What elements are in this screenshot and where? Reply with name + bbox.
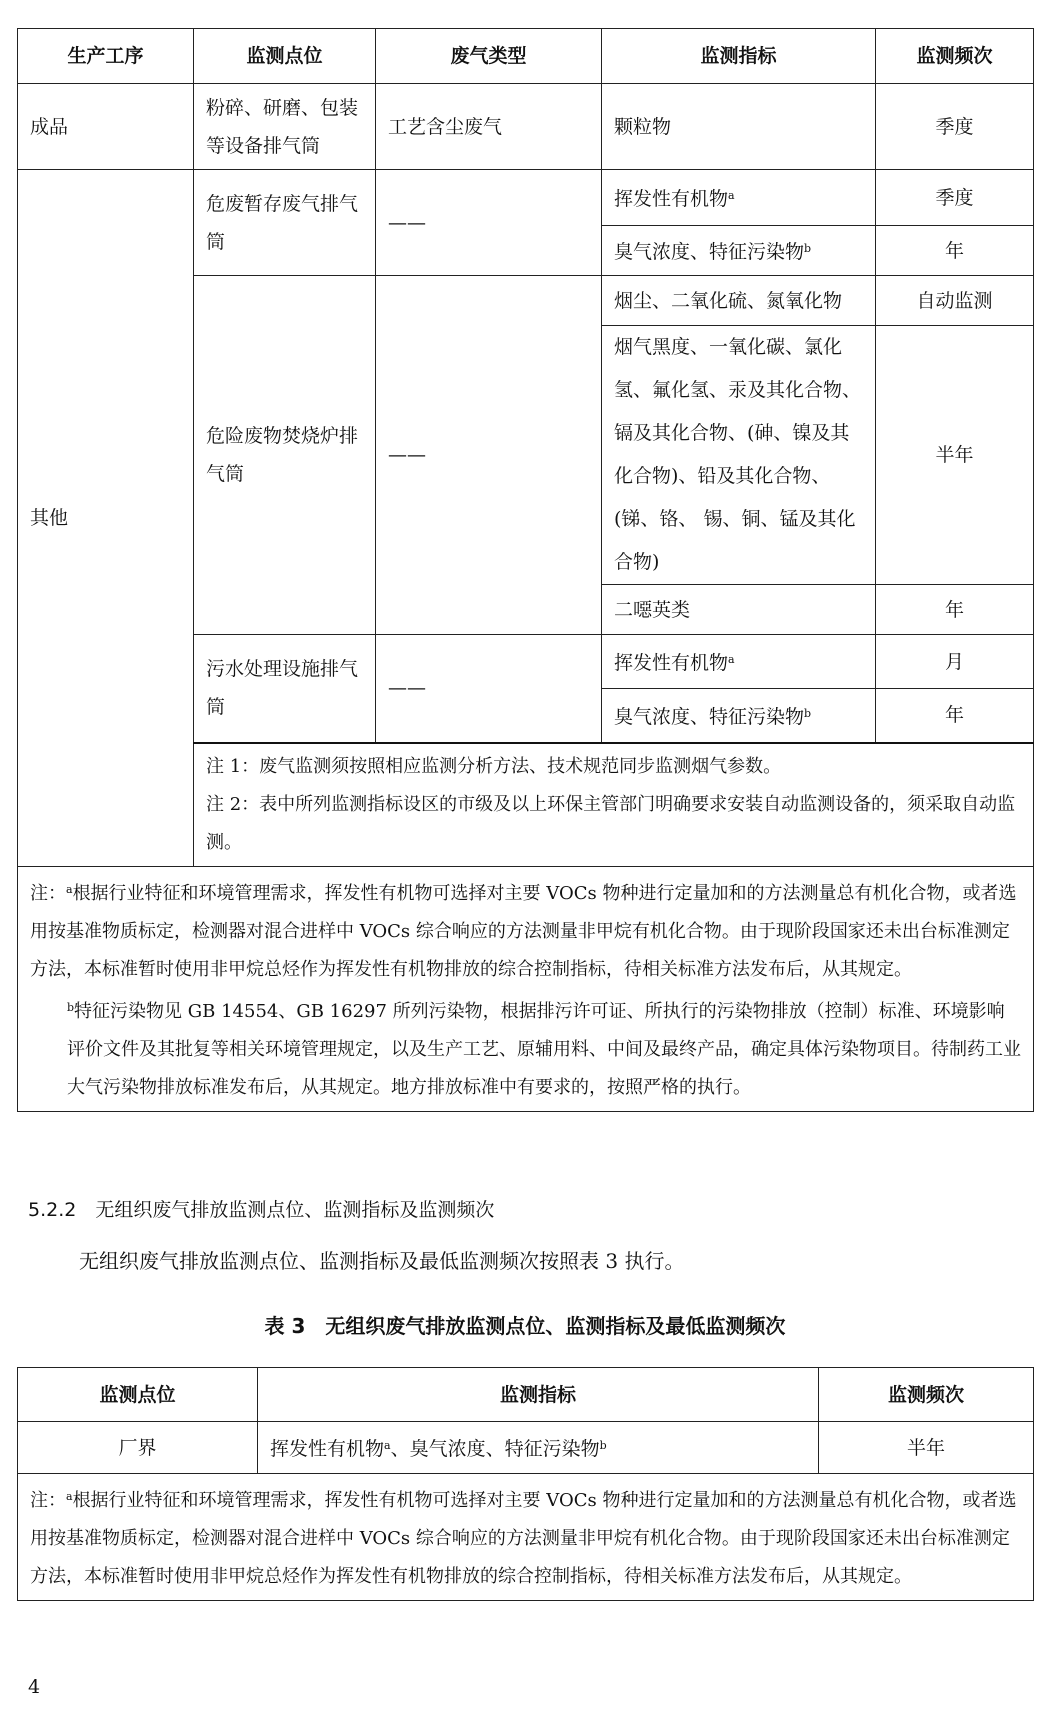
table-footnotes (18, 866, 1034, 1111)
cell-point: 厂界 (18, 1422, 258, 1474)
footnote-mark: b (804, 242, 812, 255)
cell-indicator: 二噁英类 (602, 585, 876, 635)
table-2 (17, 28, 1034, 1112)
cell-frequency: 年 (876, 226, 1034, 276)
table-row (18, 1422, 1034, 1474)
note-1: 注 1：废气监测须按照相应监测分析方法、技术规范同步监测烟气参数。 (206, 755, 782, 777)
cell-process-other: 其他 (18, 170, 194, 867)
indicator-text: 挥发性有机物 (614, 652, 729, 674)
cell-frequency: 半年 (876, 326, 1034, 585)
cell-indicator (602, 635, 876, 689)
body-paragraph: 无组织废气排放监测点位、监测指标及最低监测频次按照表 3 执行。 (79, 1249, 685, 1273)
cell-indicator (602, 170, 876, 226)
header-point: 监测点位 (18, 1368, 258, 1422)
cell-gas-type: 工艺含尘废气 (376, 84, 602, 170)
cell-point: 污水处理设施排气筒 (194, 635, 376, 743)
footnote-mark: b (804, 706, 812, 720)
note-row (18, 866, 1034, 1111)
note-prefix: 注： (30, 1490, 66, 1511)
cell-frequency: 半年 (819, 1422, 1034, 1474)
header-gas-type: 废气类型 (376, 29, 602, 84)
table-footnotes (18, 1474, 1034, 1601)
table-header-row (18, 1368, 1034, 1422)
footnote-mark: a (66, 882, 73, 896)
cell-frequency: 年 (876, 585, 1034, 635)
cell-indicator (602, 226, 876, 276)
table-header-row (18, 29, 1034, 84)
header-frequency: 监测频次 (819, 1368, 1034, 1422)
footnote-mark: b (599, 1439, 607, 1452)
note-prefix: 注： (30, 882, 66, 904)
note-row (18, 1474, 1034, 1601)
cell-indicator: 烟尘、二氧化硫、氮氧化物 (602, 276, 876, 326)
footnote-mark: a (384, 1439, 391, 1452)
table-notes (194, 743, 1034, 867)
cell-gas-type: —— (376, 276, 602, 635)
indicator-text: 臭气浓度、特征污染物 (614, 241, 805, 263)
footnote-text: 根据行业特征和环境管理需求，挥发性有机物可选择对主要 VOCs 物种进行定量加和的方法测量总有机化合物，或者选用按基准物质标定，检测器对混合进样中 VOCs 综合响应的方法测量非甲烷有机化合物。由于现阶段国家还未出台标准测定方法，本标准暂时使用非甲烷总烃作为挥发性有机物排放的综合控制指标，待相关标准方法发布后，从其规定。 (30, 882, 1017, 980)
cell-indicator: 颗粒物 (602, 84, 876, 170)
indicator-text: 挥发性有机物 (270, 1438, 385, 1460)
indicator-text: 挥发性有机物 (614, 188, 729, 210)
table-3 (17, 1367, 1034, 1601)
cell-frequency: 月 (876, 635, 1034, 689)
footnote-a (30, 871, 1021, 989)
header-frequency: 监测频次 (876, 29, 1034, 84)
cell-point: 粉碎、研磨、包装等设备排气筒 (194, 84, 376, 170)
page-number: 4 (28, 1676, 41, 1698)
footnote-text: 根据行业特征和环境管理需求，挥发性有机物可选择对主要 VOCs 物种进行定量加和的方法测量总有机化合物，或者选用按基准物质标定，检测器对混合进样中 VOCs 综合响应的方法测量非甲烷有机化合物。由于现阶段国家还未出台标准测定方法，本标准暂时使用非甲烷总烃作为挥发性有机物排放的综合控制指标，待相关标准方法发布后，从其规定。 (30, 1490, 1017, 1587)
footnote-a (30, 1478, 1021, 1596)
header-indicator: 监测指标 (258, 1368, 819, 1422)
header-indicator: 监测指标 (602, 29, 876, 84)
cell-frequency: 季度 (876, 170, 1034, 226)
footnote-mark: a (728, 653, 735, 666)
footnote-text: 特征污染物见 GB 14554、GB 16297 所列污染物，根据排污许可证、所执行的污染物排放（控制）标准、环境影响评价文件及其批复等相关环境管理规定，以及生产工艺、原辅用料、中间及最终产品，确定具体污染物项目。待制药工业大气污染物排放标准发布后，从其规定。地方排放标准中有要求的，按照严格的执行。 (67, 1000, 1021, 1098)
cell-indicator: 烟气黑度、一氧化碳、氯化氢、氟化氢、汞及其化合物、镉及其化合物、(砷、镍及其化合物)、铅及其化合物、(锑、铬、 锡、铜、锰及其化合物) (602, 326, 876, 585)
footnote-mark: b (67, 1000, 75, 1014)
table-row (18, 84, 1034, 170)
indicator-text: 臭气浓度、特征污染物 (614, 705, 805, 728)
note-2: 注 2：表中所列监测指标设区的市级及以上环保主管部门明确要求安装自动监测设备的，须采取自动监测。 (206, 793, 1016, 853)
cell-indicator (258, 1422, 819, 1474)
table-3-caption: 表 3 无组织废气排放监测点位、监测指标及最低监测频次 (264, 1314, 786, 1338)
cell-frequency: 自动监测 (876, 276, 1034, 326)
footnote-mark: a (66, 1490, 73, 1503)
indicator-text: 、臭气浓度、特征污染物 (390, 1438, 600, 1460)
cell-frequency: 季度 (876, 84, 1034, 170)
header-point: 监测点位 (194, 29, 376, 84)
cell-point: 危废暂存废气排气筒 (194, 170, 376, 276)
cell-process: 成品 (18, 84, 194, 170)
cell-gas-type: —— (376, 170, 602, 276)
cell-point: 危险废物焚烧炉排气筒 (194, 276, 376, 635)
table-row (18, 170, 1034, 226)
header-process: 生产工序 (18, 29, 194, 84)
section-heading: 5.2.2 无组织废气排放监测点位、监测指标及监测频次 (28, 1199, 495, 1221)
cell-gas-type: —— (376, 635, 602, 743)
cell-indicator (602, 689, 876, 743)
footnote-b (30, 989, 1021, 1107)
footnote-mark: a (728, 189, 735, 202)
cell-frequency: 年 (876, 689, 1034, 743)
